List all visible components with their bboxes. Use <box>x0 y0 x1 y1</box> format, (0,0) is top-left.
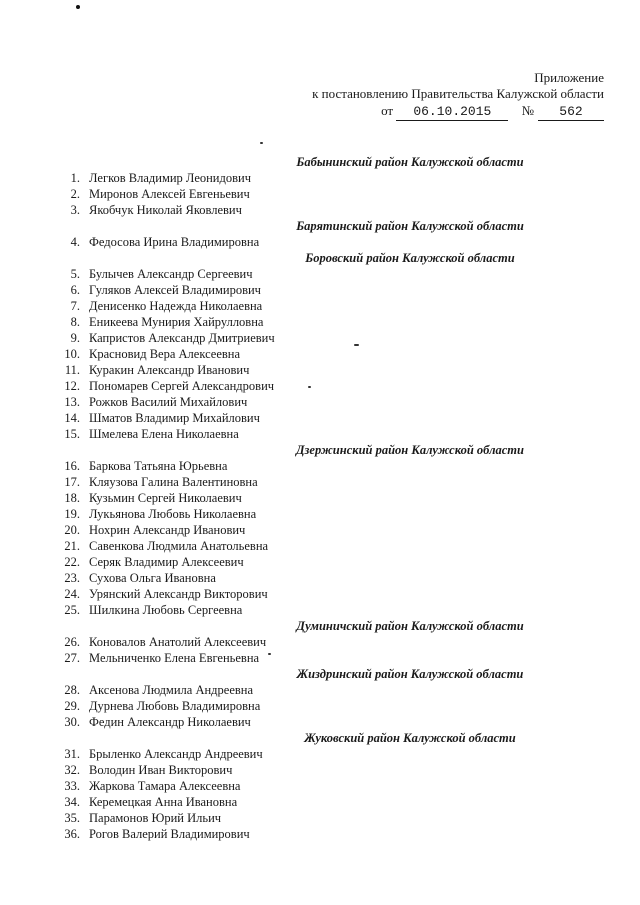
list-item <box>0 698 640 714</box>
item-number: 7. <box>70 299 80 313</box>
item-number: 17. <box>64 475 80 489</box>
item-number: 29. <box>64 699 80 713</box>
person-name: Булычев Александр Сергеевич <box>89 267 253 281</box>
person-name: Парамонов Юрий Ильич <box>89 811 222 825</box>
district-heading: Боровский район Калужской области <box>305 251 515 265</box>
resolution-date-number <box>312 103 604 121</box>
person-name: Жаркова Тамара Алексеевна <box>89 779 241 793</box>
person-name: Серяк Владимир Алексеевич <box>89 555 244 569</box>
item-number: 35. <box>64 811 80 825</box>
list-item <box>0 170 640 186</box>
list-item <box>0 186 640 202</box>
person-name: Легков Владимир Леонидович <box>89 171 251 185</box>
person-name: Кузьмин Сергей Николаевич <box>89 491 242 505</box>
appendix-header <box>312 70 604 121</box>
list-item <box>0 202 640 218</box>
item-number: 12. <box>64 379 80 393</box>
list-item <box>0 538 640 554</box>
list-item <box>0 810 640 826</box>
list-item <box>0 714 640 730</box>
item-number: 24. <box>64 587 80 601</box>
person-name: Капристов Александр Дмитриевич <box>89 331 275 345</box>
item-number: 3. <box>70 203 80 217</box>
person-name: Денисенко Надежда Николаевна <box>89 299 263 313</box>
item-number: 36. <box>64 827 80 841</box>
list-item <box>0 410 640 426</box>
item-number: 4. <box>70 235 80 249</box>
list-item <box>0 394 640 410</box>
item-number: 33. <box>64 779 80 793</box>
person-name: Мельниченко Елена Евгеньевна <box>89 651 260 665</box>
item-number: 13. <box>64 395 80 409</box>
person-name: Еникеева Мунирия Хайрулловна <box>89 315 264 329</box>
district-heading: Думиничский район Калужской области <box>296 619 524 633</box>
scan-speck <box>76 5 80 9</box>
person-name: Миронов Алексей Евгеньевич <box>89 187 250 201</box>
person-name: Рожков Василий Михайлович <box>89 395 248 409</box>
district-heading: Бабынинский район Калужской области <box>296 155 524 169</box>
scan-speck <box>260 142 263 144</box>
list-item <box>0 234 640 250</box>
person-name: Красновид Вера Алексеевна <box>89 347 241 361</box>
district-heading: Жиздринский район Калужской области <box>296 667 524 681</box>
item-number: 27. <box>64 651 80 665</box>
resolution-number: 562 <box>538 104 604 121</box>
item-number: 25. <box>64 603 80 617</box>
list-item <box>0 570 640 586</box>
list-item <box>0 362 640 378</box>
person-name: Рогов Валерий Владимирович <box>89 827 250 841</box>
list-item <box>0 522 640 538</box>
person-name: Федин Александр Николаевич <box>89 715 251 729</box>
item-number: 14. <box>64 411 80 425</box>
list-item <box>0 778 640 794</box>
list-item <box>0 298 640 314</box>
person-name: Шилкина Любовь Сергеевна <box>89 603 243 617</box>
item-number: 15. <box>64 427 80 441</box>
person-name: Коновалов Анатолий Алексеевич <box>89 635 267 649</box>
list-item <box>0 682 640 698</box>
list-item <box>0 330 640 346</box>
item-number: 16. <box>64 459 80 473</box>
list-item <box>0 458 640 474</box>
appendix-title: Приложение <box>534 70 604 85</box>
list-item <box>0 346 640 362</box>
person-name: Сухова Ольга Ивановна <box>89 571 216 585</box>
item-number: 30. <box>64 715 80 729</box>
list-item <box>0 506 640 522</box>
item-number: 2. <box>70 187 80 201</box>
person-name: Дурнева Любовь Владимировна <box>89 699 261 713</box>
district-heading: Дзержинский район Калужской области <box>296 443 524 457</box>
nominee-list <box>0 154 640 842</box>
person-name: Пономарев Сергей Александрович <box>89 379 275 393</box>
list-item <box>0 378 640 394</box>
person-name: Лукьянова Любовь Николаевна <box>89 507 257 521</box>
item-number: 26. <box>64 635 80 649</box>
list-item <box>0 602 640 618</box>
person-name: Гуляков Алексей Владимирович <box>89 283 261 297</box>
person-name: Аксенова Людмила Андреевна <box>89 683 254 697</box>
item-number: 28. <box>64 683 80 697</box>
list-item <box>0 426 640 442</box>
list-item <box>0 490 640 506</box>
item-number: 23. <box>64 571 80 585</box>
item-number: 6. <box>70 283 80 297</box>
item-number: 18. <box>64 491 80 505</box>
list-item <box>0 586 640 602</box>
person-name: Кляузова Галина Валентиновна <box>89 475 258 489</box>
person-name: Урянский Александр Викторович <box>89 587 268 601</box>
number-prefix: № <box>521 103 534 118</box>
item-number: 9. <box>70 331 80 345</box>
item-number: 34. <box>64 795 80 809</box>
district-heading: Барятинский район Калужской области <box>296 219 524 233</box>
date-prefix: от <box>381 103 394 118</box>
item-number: 11. <box>64 363 80 377</box>
appendix-reference: к постановлению Правительства Калужской области <box>312 86 604 101</box>
person-name: Володин Иван Викторович <box>89 763 233 777</box>
item-number: 32. <box>64 763 80 777</box>
item-number: 31. <box>64 747 80 761</box>
item-number: 1. <box>70 171 80 185</box>
person-name: Федосова Ирина Владимировна <box>89 235 260 249</box>
person-name: Шматов Владимир Михайлович <box>89 411 260 425</box>
list-item <box>0 826 640 842</box>
list-item <box>0 474 640 490</box>
person-name: Баркова Татьяна Юрьевна <box>89 459 228 473</box>
person-name: Нохрин Александр Иванович <box>89 523 246 537</box>
item-number: 21. <box>64 539 80 553</box>
list-item <box>0 266 640 282</box>
person-name: Куракин Александр Иванович <box>89 363 250 377</box>
district-heading: Жуковский район Калужской области <box>304 731 516 745</box>
list-item <box>0 650 640 666</box>
item-number: 19. <box>64 507 80 521</box>
list-item <box>0 794 640 810</box>
person-name: Брыленко Александр Андреевич <box>89 747 263 761</box>
item-number: 10. <box>64 347 80 361</box>
list-item <box>0 314 640 330</box>
list-item <box>0 634 640 650</box>
person-name: Якобчук Николай Яковлевич <box>89 203 242 217</box>
list-item <box>0 554 640 570</box>
item-number: 5. <box>70 267 80 281</box>
resolution-date: 06.10.2015 <box>396 104 508 121</box>
person-name: Савенкова Людмила Анатольевна <box>89 539 269 553</box>
list-item <box>0 762 640 778</box>
list-item <box>0 282 640 298</box>
item-number: 20. <box>64 523 80 537</box>
list-item <box>0 746 640 762</box>
person-name: Шмелева Елена Николаевна <box>89 427 239 441</box>
item-number: 8. <box>70 315 80 329</box>
person-name: Керемецкая Анна Ивановна <box>89 795 238 809</box>
item-number: 22. <box>64 555 80 569</box>
